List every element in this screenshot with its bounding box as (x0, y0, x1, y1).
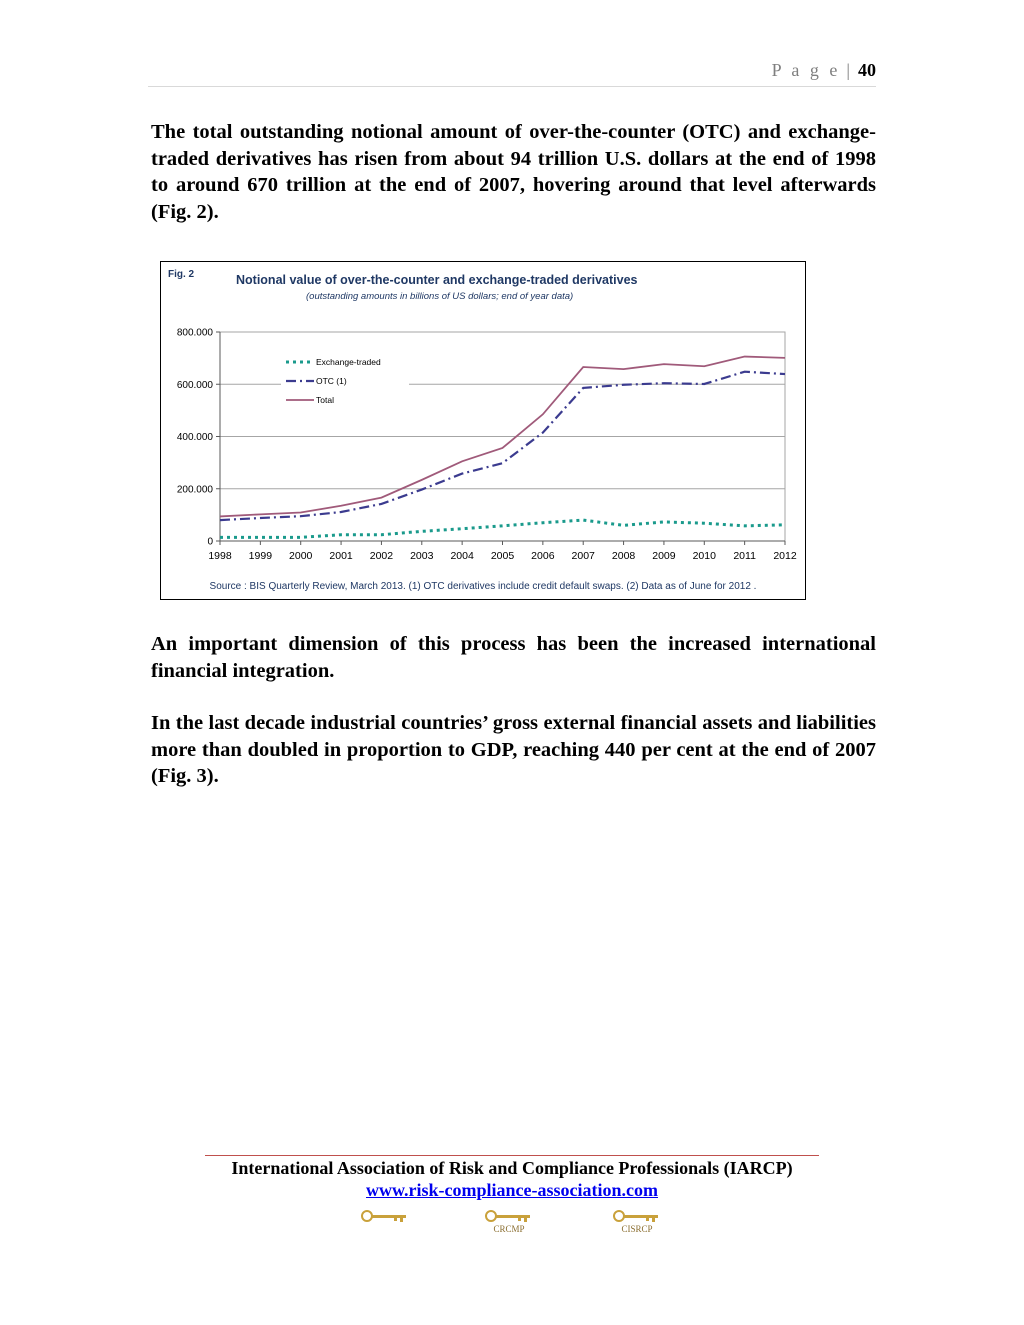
data-point-exchange-traded (300, 537, 302, 539)
data-point-otc-1 (219, 519, 221, 521)
data-point-otc-1 (502, 462, 504, 464)
legend-label-exchange-traded: Exchange-traded (316, 357, 381, 367)
data-point-otc-1 (260, 517, 262, 519)
data-point-exchange-traded (663, 521, 665, 523)
data-point-total (300, 512, 302, 514)
footer-organization: International Association of Risk and Compliance Professionals (IARCP) (231, 1158, 793, 1178)
paragraph-external-assets: In the last decade industrial countries’ gross external financial assets and liabilities more than doubled in proportion to GDP, reaching 440 per cent at the end of 2007 (Fig. 3). (151, 712, 876, 787)
x-tick-label: 2009 (652, 550, 676, 562)
x-tick-label: 2001 (329, 550, 353, 562)
data-point-exchange-traded (260, 537, 262, 539)
data-point-total (744, 356, 746, 358)
data-point-exchange-traded (582, 519, 584, 521)
x-tick-label: 2005 (490, 550, 515, 562)
chart-legend (281, 352, 409, 405)
logo-caption-crcmp: CRCMP (493, 1224, 525, 1234)
y-tick-label: 800.000 (176, 327, 213, 339)
x-tick-label: 2004 (450, 550, 474, 562)
series-line-exchange-traded (220, 520, 785, 537)
data-point-total (340, 505, 342, 507)
y-tick-label: 600.000 (176, 379, 213, 391)
data-point-exchange-traded (502, 525, 504, 527)
data-point-exchange-traded (219, 537, 221, 539)
data-point-exchange-traded (623, 525, 625, 527)
data-point-total (542, 413, 544, 415)
x-tick-label: 2008 (611, 550, 636, 562)
data-point-total (461, 461, 463, 463)
footer-divider (205, 1155, 819, 1156)
data-point-exchange-traded (381, 534, 383, 536)
data-point-otc-1 (703, 383, 705, 385)
data-point-total (421, 479, 423, 481)
data-point-otc-1 (784, 373, 786, 375)
x-tick-label: 2003 (410, 550, 434, 562)
x-tick-label: 2012 (773, 550, 797, 562)
legend-label-otc-1: OTC (1) (316, 376, 347, 386)
y-tick-label: 200.000 (176, 484, 213, 496)
x-tick-label: 2011 (733, 550, 756, 562)
data-point-exchange-traded (340, 534, 342, 536)
data-point-total (703, 365, 705, 367)
page-separator: | (846, 60, 850, 80)
data-point-exchange-traded (703, 522, 705, 524)
x-tick-label: 2006 (531, 550, 555, 562)
paragraph-integration: An important dimension of this process has been the increased international financial integration. (151, 633, 876, 682)
x-tick-label: 2002 (369, 550, 394, 562)
data-point-exchange-traded (421, 531, 423, 533)
data-point-otc-1 (421, 489, 423, 491)
x-tick-label: 2000 (289, 550, 313, 562)
x-tick-label: 2007 (571, 550, 595, 562)
key-logo-1-icon (360, 1210, 410, 1238)
logo-caption-cisrcp: CISRCP (621, 1224, 653, 1234)
chart-title: Notional value of over-the-counter and exchange-traded derivatives (236, 273, 638, 287)
data-point-otc-1 (300, 515, 302, 517)
page-header (148, 60, 876, 87)
page-number: 40 (858, 60, 876, 80)
data-point-total (260, 514, 262, 516)
data-point-exchange-traded (542, 522, 544, 524)
figure-2 (160, 261, 806, 600)
page-label: P a g e (771, 60, 841, 80)
data-point-total (381, 497, 383, 499)
derivatives-line-chart (161, 262, 805, 599)
data-point-total (623, 368, 625, 370)
data-point-total (219, 516, 221, 518)
y-tick-label: 0 (207, 536, 213, 548)
data-point-otc-1 (623, 384, 625, 386)
key-logo-crcmp-icon (484, 1210, 534, 1238)
x-tick-label: 1999 (248, 550, 273, 562)
paragraph-derivatives: The total outstanding notional amount of over-the-counter (OTC) and exchange-traded derivatives has risen from about 94 trillion U.S. dollars at the end of 1998 to around 670 trillion at the end of 2007, hovering around that level afterwards (Fig. 2). (151, 121, 876, 223)
data-point-otc-1 (381, 503, 383, 505)
data-point-otc-1 (663, 382, 665, 384)
data-point-total (582, 366, 584, 368)
data-point-exchange-traded (744, 525, 746, 527)
key-logo-cisrcp-icon (612, 1210, 662, 1238)
x-tick-label: 2010 (692, 550, 716, 562)
data-point-exchange-traded (784, 524, 786, 526)
footer-website-link[interactable]: www.risk-compliance-association.com (366, 1180, 658, 1200)
data-point-total (502, 447, 504, 449)
data-point-otc-1 (340, 511, 342, 513)
chart-source-note: Source : BIS Quarterly Review, March 2013. (1) OTC derivatives include credit default swaps. (2) Data as of June for 2012 . (209, 581, 757, 592)
chart-subtitle: (outstanding amounts in billions of US dollars; end of year data) (306, 291, 574, 302)
figure-label: Fig. 2 (168, 269, 195, 280)
data-point-otc-1 (582, 387, 584, 389)
data-point-total (784, 357, 786, 359)
data-point-otc-1 (461, 473, 463, 475)
data-point-otc-1 (744, 371, 746, 373)
y-tick-label: 400.000 (176, 432, 213, 443)
x-tick-label: 1998 (208, 550, 232, 562)
legend-label-total: Total (316, 395, 334, 405)
data-point-otc-1 (542, 432, 544, 434)
data-point-exchange-traded (461, 528, 463, 530)
data-point-total (663, 363, 665, 365)
